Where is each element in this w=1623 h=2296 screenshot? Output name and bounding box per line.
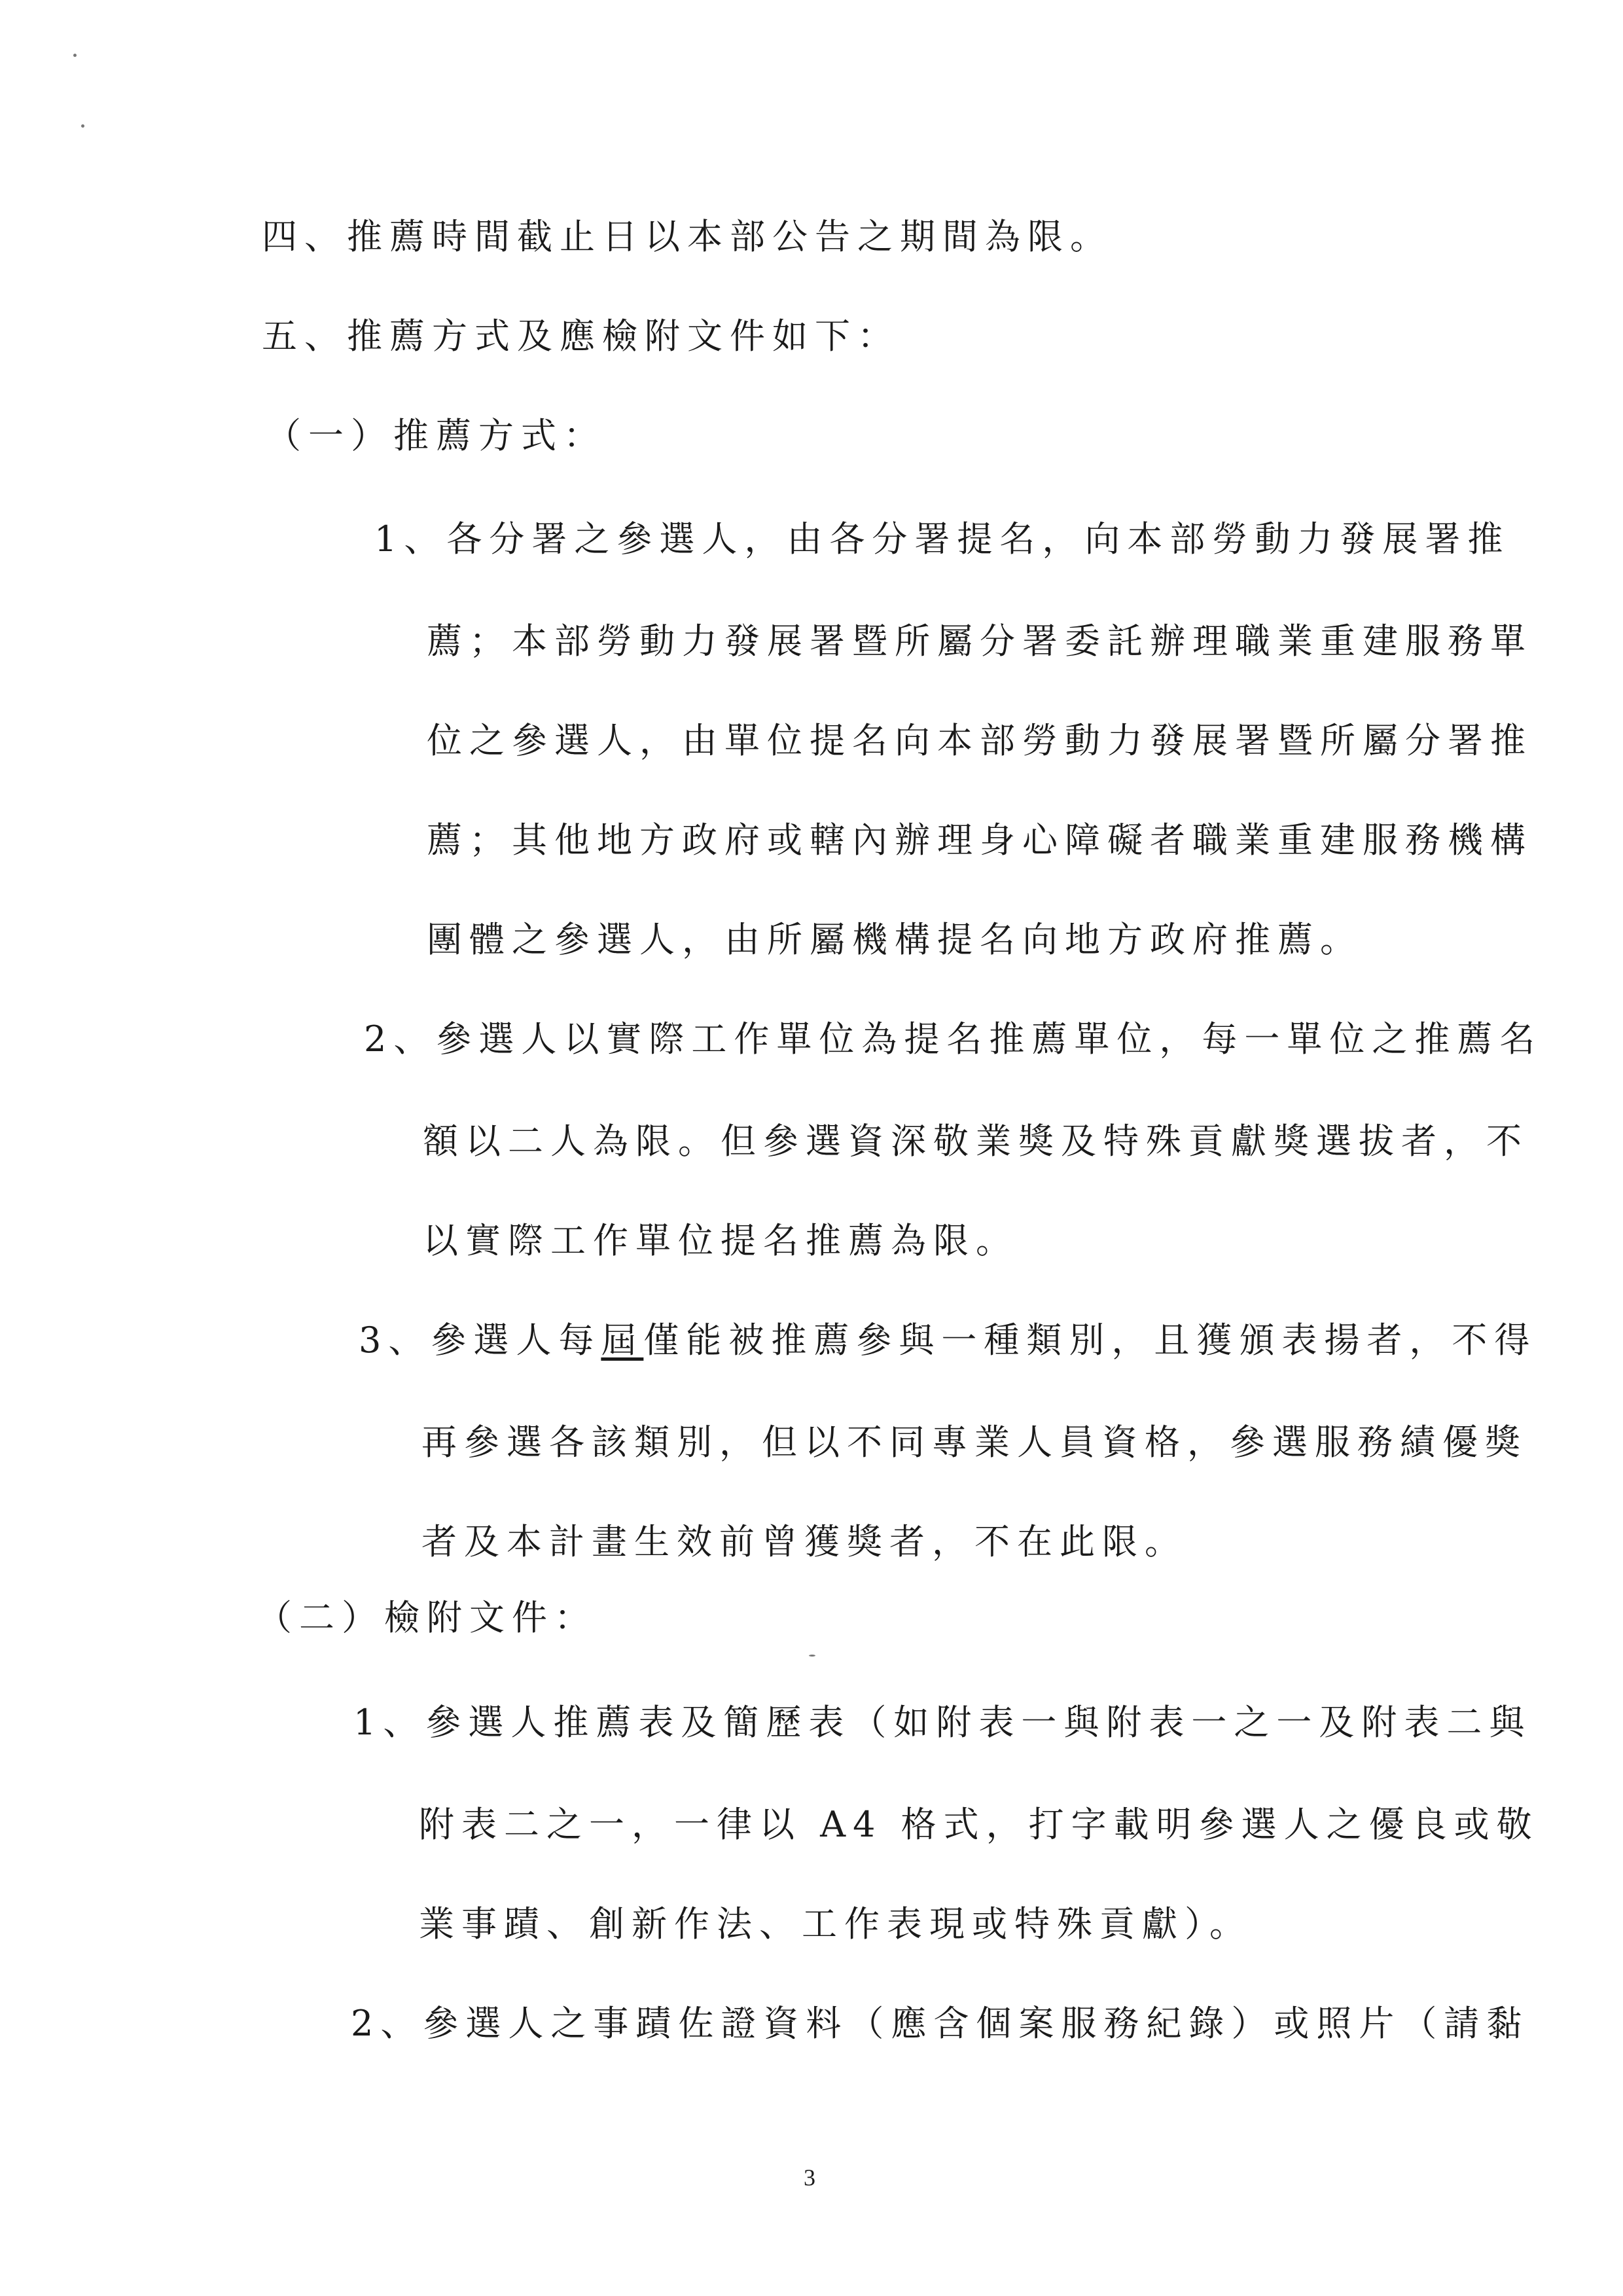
item-3-line-2: 再參選各該類別，但以不同專業人員資格，參選服務績優獎 bbox=[421, 1422, 1527, 1463]
scan-speck bbox=[809, 1655, 815, 1657]
item-3-line-1-start: 3、參選人每 bbox=[359, 1319, 601, 1361]
item-3-line-1-end: 僅能被推薦參與一種類別，且獲頒表揚者，不得 bbox=[643, 1319, 1537, 1361]
item-1-line-5: 團體之參選人，由所屬機構提名向地方政府推薦。 bbox=[427, 919, 1363, 960]
attachment-1-line-2: 附表二之一，一律以 A4 格式，打字載明參選人之優良或敬 bbox=[419, 1804, 1539, 1845]
attachment-1-line-3: 業事蹟、創新作法、工作表現或特殊貢獻）。 bbox=[419, 1903, 1252, 1945]
item-1-line-3: 位之參選人，由單位提名向本部勞動力發展署暨所屬分署推 bbox=[427, 720, 1533, 761]
attachment-2-line-1: 2、參選人之事蹟佐證資料（應含個案服務紀錄）或照片（請黏 bbox=[351, 2003, 1529, 2044]
item-3-line-3: 者及本計畫生效前曾獲獎者，不在此限。 bbox=[421, 1521, 1187, 1562]
item-2-line-2: 額以二人為限。但參選資深敬業獎及特殊貢獻獎選拔者，不 bbox=[423, 1121, 1529, 1162]
underlined-word: 屆 bbox=[601, 1319, 644, 1361]
item-1-line-2: 薦；本部勞動力發展署暨所屬分署委託辦理職業重建服務單 bbox=[427, 620, 1533, 662]
page-number: 3 bbox=[804, 2164, 815, 2191]
item-1-line-1: 1、各分署之參選人，由各分署提名，向本部勞動力發展署推 bbox=[374, 518, 1510, 560]
subsection-one-heading: （一）推薦方式： bbox=[266, 415, 606, 456]
item-1-line-4: 薦；其他地方政府或轄內辦理身心障礙者職業重建服務機構 bbox=[427, 819, 1533, 861]
attachment-1-line-1: 1、參選人推薦表及簡歷表（如附表一與附表一之一及附表二與 bbox=[353, 1702, 1532, 1743]
section-five: 五、推薦方式及應檢附文件如下： bbox=[262, 315, 900, 357]
item-3-line-1 bbox=[359, 1319, 1537, 1361]
item-2-line-3: 以實際工作單位提名推薦為限。 bbox=[423, 1220, 1018, 1261]
scan-speck bbox=[73, 54, 77, 57]
scan-speck bbox=[81, 124, 84, 128]
subsection-two-heading: （二）檢附文件： bbox=[257, 1597, 597, 1638]
item-2-line-1: 2、參選人以實際工作單位為提名推薦單位，每一單位之推薦名 bbox=[364, 1018, 1543, 1060]
section-four: 四、推薦時間截止日以本部公告之期間為限。 bbox=[262, 216, 1113, 257]
